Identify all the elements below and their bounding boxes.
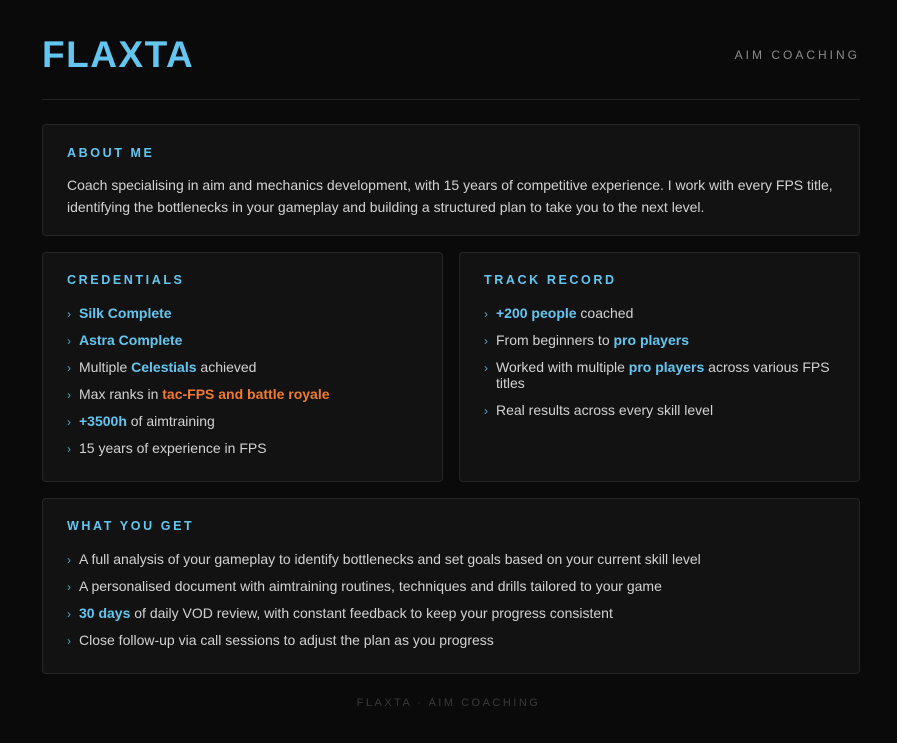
track-record-list	[484, 305, 835, 418]
list-item	[67, 359, 418, 375]
chevron-right-icon: ›	[67, 553, 71, 567]
list-item	[67, 578, 835, 594]
item-text: From beginners to	[496, 332, 614, 348]
highlight-text: Astra Complete	[79, 332, 183, 348]
chevron-right-icon: ›	[67, 388, 71, 402]
what-you-get-card	[42, 498, 860, 674]
credentials-card	[42, 252, 443, 482]
highlight-text: Silk Complete	[79, 305, 172, 321]
chevron-right-icon: ›	[67, 607, 71, 621]
item-text: A personalised document with aimtraining routines, techniques and drills tailored to your game	[79, 578, 662, 594]
about-text: Coach specialising in aim and mechanics development, with 15 years of competitive experience. I work with every FPS title, identifying the bottlenecks in your gameplay and building a structured plan to take you to the next level.	[67, 177, 833, 215]
list-item	[67, 605, 835, 621]
what-you-get-title: WHAT YOU GET	[67, 519, 195, 533]
chevron-right-icon: ›	[67, 580, 71, 594]
highlight-text: +3500h	[79, 413, 127, 429]
highlight-text: pro players	[613, 332, 689, 348]
list-item	[67, 440, 418, 456]
list-item	[67, 551, 835, 567]
list-item	[67, 305, 418, 321]
item-text: across various FPS titles	[496, 359, 830, 391]
item-text: of aimtraining	[126, 413, 215, 429]
credentials-list	[67, 305, 418, 456]
list-item	[67, 413, 418, 429]
list-item	[484, 359, 835, 391]
tagline: AIM COACHING	[734, 48, 860, 62]
track-record-card	[459, 252, 860, 482]
list-item	[67, 386, 418, 402]
chevron-right-icon: ›	[484, 361, 488, 375]
chevron-right-icon: ›	[67, 634, 71, 648]
highlight-text: Celestials	[131, 359, 197, 375]
item-text: of daily VOD review, with constant feedback to keep your progress consistent	[130, 605, 613, 621]
track-record-title: TRACK RECORD	[484, 273, 617, 287]
footer: FLAXTA · AIM COACHING	[356, 697, 541, 709]
item-text: Real results across every skill level	[496, 402, 714, 418]
chevron-right-icon: ›	[67, 307, 71, 321]
chevron-right-icon: ›	[67, 415, 71, 429]
chevron-right-icon: ›	[67, 442, 71, 456]
item-text: achieved	[196, 359, 257, 375]
highlight-text: pro players	[628, 359, 705, 375]
chevron-right-icon: ›	[484, 404, 488, 418]
chevron-right-icon: ›	[484, 307, 488, 321]
chevron-right-icon: ›	[67, 334, 71, 348]
about-title: ABOUT ME	[67, 146, 155, 160]
item-text: Close follow-up via call sessions to adjust the plan as you progress	[79, 632, 494, 648]
item-text: Multiple	[79, 359, 132, 375]
item-text: coached	[576, 305, 634, 321]
list-item	[484, 332, 835, 348]
list-item	[67, 332, 418, 348]
item-text: 15 years of experience in FPS	[79, 440, 267, 456]
list-item	[484, 305, 835, 321]
chevron-right-icon: ›	[67, 361, 71, 375]
item-text: Worked with multiple	[496, 359, 629, 375]
credentials-title: CREDENTIALS	[67, 273, 185, 287]
about-card	[42, 124, 860, 236]
highlight-text: 30 days	[79, 605, 131, 621]
chevron-right-icon: ›	[484, 334, 488, 348]
highlight-text: tac-FPS and battle royale	[162, 386, 330, 402]
item-text: A full analysis of your gameplay to identify bottlenecks and set goals based on your current skill level	[79, 551, 701, 567]
list-item	[67, 632, 835, 648]
logo: FLAXTA	[42, 34, 195, 75]
list-item	[484, 402, 835, 418]
item-text: Max ranks in	[79, 386, 163, 402]
highlight-text: +200 people	[496, 305, 577, 321]
what-you-get-list	[67, 551, 835, 648]
header	[42, 0, 860, 100]
